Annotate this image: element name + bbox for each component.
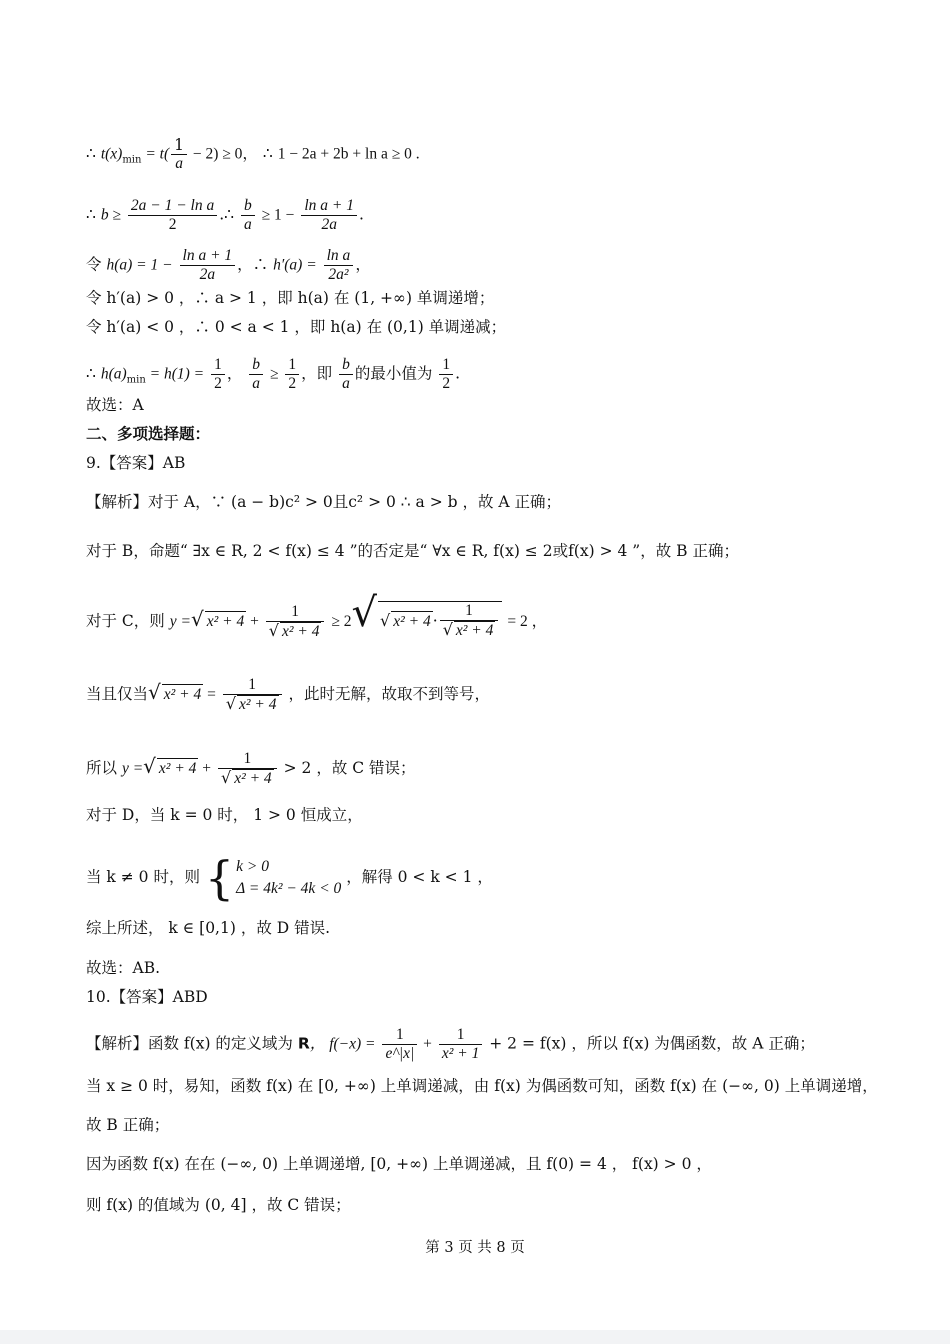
fraction-numerator: 1: [285, 356, 299, 375]
fraction-h-prime: [324, 247, 354, 284]
min-subscript: min: [122, 154, 142, 166]
text-suffix: ，解得 0 < k < 1 ，: [346, 868, 493, 886]
fraction-numerator: 1: [266, 603, 325, 622]
q10-c-wrong: 则 f(x) 的值域为 (0, 4] ，故 C 错误；: [86, 1196, 351, 1214]
fraction-one-over-sqrt: $\frac{1}{\text{√ x² + 4}}$: [440, 602, 499, 640]
q10-analysis-c: 因为函数 f(x) 在在 (−∞, 0) 上单调递增, [0, +∞) 上单调递减，且 f(0) = 4 ， f(x) > 0 ，: [86, 1155, 712, 1173]
sqrt-radicand: x² + 4: [393, 612, 431, 630]
math-eq: =: [203, 686, 216, 703]
math-ge-zero: ) ≥ 0，: [213, 145, 258, 163]
math-inequality: 1 − 2a + 2b + ln a ≥ 0 .: [277, 145, 420, 163]
q9-analysis-a: 【解析】对于 A，∵ (a − b)c² > 0且c² > 0 ∴ a > b ，故 A 正确；: [86, 493, 562, 511]
math-eq-2: = 2 ，: [507, 613, 548, 630]
fraction-numerator: 1: [439, 356, 453, 375]
fraction-one-over-sqrt: $\frac{1}{\text{√ x² + 4}}$: [223, 676, 282, 714]
text-prefix: 当 k ≠ 0 时，则: [86, 868, 200, 886]
q9-c-conclusion: 所以 y =√ x² + 4 + $\frac{1}{\text{√ x² + 4}}$ > 2 ，故 C 错误；: [86, 750, 416, 787]
math-h-of-a: h(a): [100, 365, 127, 383]
fraction-half: [211, 356, 225, 393]
text-suffix: ，此时无解，故取不到等号，: [288, 685, 490, 703]
fraction-numerator: 1: [382, 1026, 417, 1045]
fraction-denominator: 2: [288, 375, 297, 392]
q9-answer: 9.【答案】AB: [86, 454, 186, 472]
outer-sqrt: √ x² + 4 · $\frac{1}{\text{√ x² + 4}}$: [378, 601, 502, 640]
fraction-denominator: 2: [214, 375, 222, 392]
text-therefore: ，∴: [237, 255, 269, 274]
real-numbers-symbol: R: [297, 1034, 310, 1053]
sqrt-radicand: x² + 4: [234, 770, 272, 787]
text-min-value: 的最小值为: [354, 364, 433, 383]
fraction-denominator: x² + 1: [441, 1045, 480, 1062]
fraction-numerator: 1: [440, 602, 499, 621]
q9-final-answer: 故选：AB.: [86, 959, 161, 977]
fraction-one-over-sqrt: $\frac{1}{\text{√ x² + 4}}$: [218, 750, 277, 788]
math-y-eq: y =: [121, 760, 144, 777]
fraction-denominator: 2a: [321, 216, 337, 233]
bottom-strip: [0, 1330, 950, 1344]
text-ling: 令: [86, 255, 102, 274]
text-prefix: 对于 C，则: [86, 612, 165, 630]
system-row-1: k > 0: [236, 858, 270, 875]
q9-equality-cond: 当且仅当√ x² + 4 = $\frac{1}{\text{√ x² + 4}}$ ，此时无解，故取不到等号，: [86, 676, 490, 713]
inequality-system: { k > 0 Δ = 4k² − 4k < 0: [204, 851, 342, 905]
line-h-def: [86, 247, 910, 284]
fraction-denominator: e^|x|: [385, 1045, 415, 1062]
fraction-denominator: 2: [442, 375, 451, 392]
math-h-def: h(a) = 1 −: [106, 256, 173, 274]
fraction-denominator: 2a: [199, 266, 216, 283]
fraction-one-over-sqrt: $\frac{1}{\text{√ x² + 4}}$: [266, 603, 325, 641]
q10-b-correct: 故 B 正确；: [86, 1116, 170, 1134]
period: .: [359, 205, 364, 224]
math-eq-h1: = h(1) =: [145, 365, 205, 383]
min-subscript: min: [126, 374, 146, 386]
fraction-b-over-a: [249, 356, 263, 393]
fraction-denominator: a: [175, 155, 183, 172]
fraction-denominator: 2a²: [328, 266, 349, 283]
sqrt-radicand: x² + 4: [239, 696, 277, 713]
fraction-numerator: 2a − 1 − ln a: [128, 197, 217, 216]
line-h-increasing: 令 h′(a) > 0 ，∴ a > 1 ，即 h(a) 在 (1, +∞) 单调递增；: [86, 289, 495, 307]
fraction-numerator: ln a + 1: [301, 197, 357, 216]
therefore-symbol: ∴: [86, 364, 96, 383]
fraction-numerator: 1: [171, 136, 187, 155]
q9-analysis-d: 对于 D，当 k = 0 时， 1 > 0 恒成立，: [86, 806, 363, 824]
fraction-numerator: ln a: [324, 247, 354, 266]
fraction-numerator: b: [241, 197, 255, 216]
math-f-neg-x: ， f(−x) =: [309, 1035, 376, 1053]
math-ge-2: ≥ 2: [331, 613, 352, 630]
math-y-eq: y =: [169, 613, 191, 630]
period: .: [455, 364, 461, 383]
fraction-b-bound: [128, 197, 217, 234]
math-b-ge: b ≥: [100, 206, 121, 224]
line-h-min: [86, 356, 910, 393]
fraction-numerator: 1: [439, 1026, 483, 1045]
fraction-denominator: a: [252, 375, 261, 392]
fraction-numerator: b: [339, 356, 353, 375]
section-heading: 二、多项选择题：: [86, 425, 211, 443]
text-ji: ，即: [301, 364, 333, 383]
fraction-numerator: ln a + 1: [180, 247, 236, 266]
therefore-symbol: ∴: [86, 144, 96, 163]
line-t-min: [86, 136, 910, 173]
sqrt-radicand: x² + 4: [163, 686, 202, 703]
q10-analysis-a: [86, 1026, 910, 1063]
separator: .∴: [219, 205, 235, 224]
q9-d-system: [86, 851, 910, 905]
math-plus: +: [246, 613, 259, 630]
fraction-denominator: 2: [168, 216, 177, 233]
comma: ，: [226, 364, 243, 383]
fraction-numerator: 1: [223, 676, 282, 695]
dot-operator: ·: [432, 612, 438, 630]
fraction-1-over-a: [171, 136, 187, 173]
fraction-denominator: a: [342, 375, 350, 392]
sqrt-radicand: x² + 4: [455, 622, 494, 639]
comma: ，: [355, 255, 371, 274]
text-prefix: 【解析】函数 f(x) 的定义域为: [86, 1034, 293, 1053]
text-prefix: 当且仅当: [86, 685, 149, 703]
math-t-of-x: t(x): [100, 145, 123, 163]
therefore-symbol: ∴: [86, 205, 96, 224]
math-plus: +: [198, 760, 212, 777]
math-h-prime: h′(a) =: [273, 256, 317, 274]
text-suffix: > 2 ，故 C 错误；: [283, 759, 416, 777]
fraction-numerator: b: [249, 356, 263, 375]
fraction-lna-plus-1: [301, 197, 357, 234]
math-plus: +: [419, 1035, 432, 1053]
math-ge: ≥: [269, 365, 279, 383]
fraction-half: [439, 356, 453, 393]
q10-answer: 10.【答案】ABD: [86, 988, 208, 1006]
fraction-b-over-a: [339, 356, 353, 393]
sqrt-radicand: x² + 4: [206, 613, 245, 630]
fraction-denominator: a: [243, 216, 252, 233]
sqrt-radicand: x² + 4: [281, 623, 320, 640]
q10-analysis-b: 当 x ≥ 0 时，易知，函数 f(x) 在 [0, +∞) 上单调递减，由 f(x) 为偶函数可知，函数 f(x) 在 (−∞, 0) 上单调递增，: [86, 1077, 878, 1095]
math-minus-two: − 2: [189, 145, 214, 163]
math-ge-one-minus: ≥ 1 −: [261, 206, 295, 224]
system-row-2: Δ = 4k² − 4k < 0: [236, 880, 342, 897]
fraction-one-over-x2-plus-1: [439, 1026, 483, 1063]
math-eq-t: = t(: [141, 145, 170, 163]
page-footer: 第 3 页 共 8 页: [425, 1240, 525, 1256]
fraction-numerator: 1: [211, 356, 225, 375]
fraction-half: [285, 356, 299, 393]
q9-analysis-c: 对于 C，则 y =√ x² + 4 + $\frac{1}{\text{√ x² + 4}}$ ≥ 2√ √ x² + 4 · $\frac{1}{\text{√ x² + 4}}$ = 2 ，: [86, 590, 548, 640]
q9-analysis-b: 对于 B，命题“ ∃x ∈ R, 2 < f(x) ≤ 4 ”的否定是“ ∀x ∈ R, f(x) ≤ 2或f(x) > 4 ”，故 B 正确；: [86, 542, 739, 560]
sqrt-radicand: x² + 4: [158, 760, 197, 777]
fraction-h: [180, 247, 236, 284]
text-prefix: 所以: [86, 759, 118, 777]
fraction-numerator: 1: [218, 750, 277, 769]
line-b-bound: [86, 197, 910, 234]
therefore-symbol: ∴: [262, 144, 273, 163]
line-answer-a: 故选：A: [86, 396, 144, 414]
line-h-decreasing: 令 h′(a) < 0 ，∴ 0 < a < 1 ，即 h(a) 在 (0,1) 单调递减；: [86, 318, 507, 336]
q9-d-summary: 综上所述， k ∈ [0,1) ，故 D 错误.: [86, 919, 331, 937]
fraction-b-over-a: [241, 197, 255, 234]
text-tail: + 2 = f(x) ，所以 f(x) 为偶函数，故 A 正确；: [484, 1034, 815, 1053]
fraction-one-over-exp: [382, 1026, 417, 1063]
